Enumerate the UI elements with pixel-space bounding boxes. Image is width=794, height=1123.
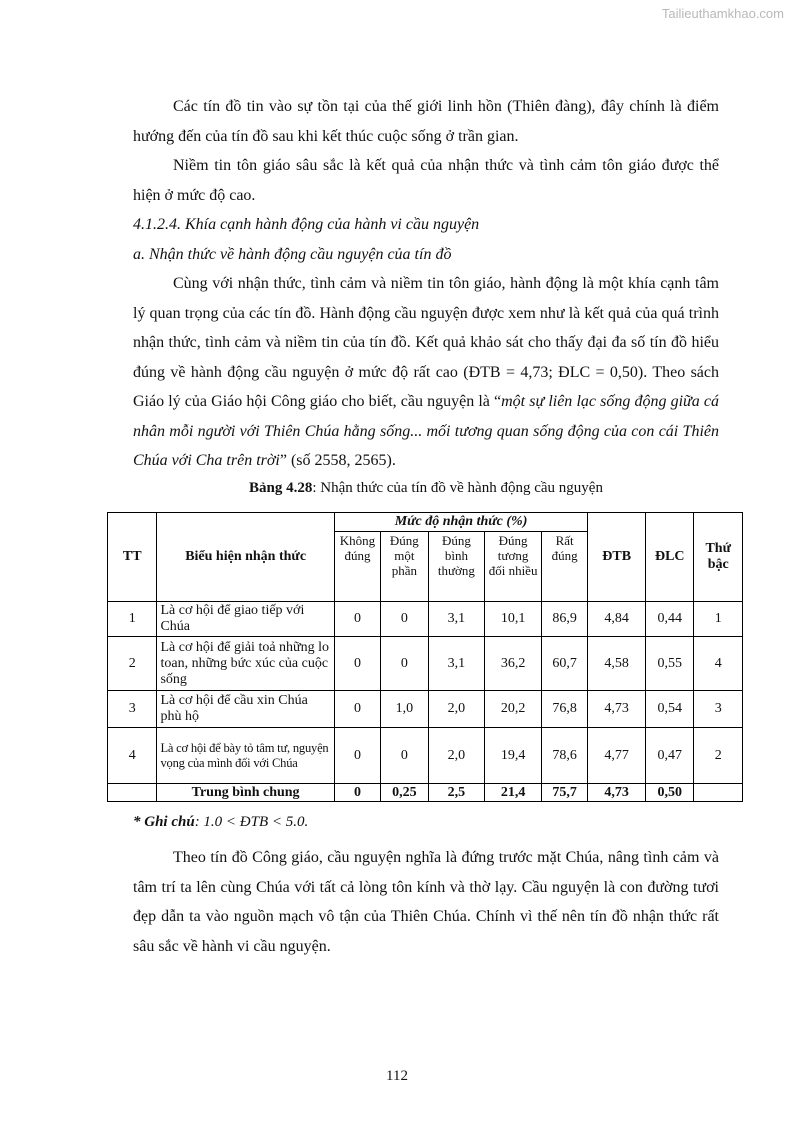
cell-v4: 20,2	[485, 691, 542, 728]
paragraph-main-text: Cùng với nhận thức, tình cảm và niềm tin tôn giáo, hành động là một khía cạnh tâm lý quan trọng của các tín đồ. Hành động cầu nguyện được xem như là kết quả của quá trình nhận thức, tình cảm và niềm tin của tín đồ. Kết quả khảo sát cho thấy đại đa số tín đồ hiểu đúng về hành động cầu nguyện ở mức độ rất cao (ĐTB = 4,73; ĐLC = 0,50). Theo sách Giáo lý của Giáo hội Công giáo cho biết, cầu nguyện là “	[133, 275, 719, 410]
table-caption-label: Bảng 4.28	[249, 479, 313, 496]
cell-v1: 0	[334, 691, 380, 728]
table-row	[108, 602, 743, 637]
header-dtb: ĐTB	[588, 513, 646, 602]
cell-rank: 3	[694, 691, 743, 728]
perception-table	[107, 512, 743, 802]
cell-total-dlc: 0,50	[646, 784, 694, 802]
page-number: 112	[386, 1068, 408, 1084]
cell-total-v4: 21,4	[485, 784, 542, 802]
table-note	[133, 814, 308, 831]
cell-dlc: 0,47	[646, 728, 694, 784]
table-row	[108, 691, 743, 728]
paragraph-2: Niềm tin tôn giáo sâu sắc là kết quả của nhận thức và tình cảm tôn giáo được thể hiện ở mức độ cao.	[133, 157, 719, 204]
cell-v4: 10,1	[485, 602, 542, 637]
paragraph-bottom: Theo tín đồ Công giáo, cầu nguyện nghĩa là đứng trước mặt Chúa, nâng tình cảm và tâm trí ta lên cùng Chúa với tất cả lòng tôn kính và thờ lạy. Cầu nguyện là con đường tươi đẹp dẫn ta vào nguồn mạch vô tận của Thiên Chúa. Chính vì thế nên tín đồ nhận thức rất sâu sắc về hành vi cầu nguyện.	[133, 849, 719, 955]
cell-v5: 76,8	[541, 691, 587, 728]
table-row	[108, 637, 743, 691]
cell-rank: 1	[694, 602, 743, 637]
cell-rank: 4	[694, 637, 743, 691]
cell-v2: 1,0	[381, 691, 428, 728]
cell-v2: 0	[381, 637, 428, 691]
cell-total-v5: 75,7	[541, 784, 587, 802]
cell-desc: Là cơ hội để giao tiếp với Chúa	[157, 602, 334, 637]
table-caption	[133, 478, 719, 498]
section-heading: 4.1.2.4. Khía cạnh hành động của hành vi cầu nguyện	[133, 216, 480, 233]
table-note-text: : 1.0 < ĐTB < 5.0.	[194, 814, 309, 830]
cell-v3: 3,1	[428, 637, 485, 691]
cell-total-v1: 0	[334, 784, 380, 802]
watermark: Tailieuthamkhao.com	[661, 6, 784, 21]
cell-total-v3: 2,5	[428, 784, 485, 802]
cell-total-rank	[694, 784, 743, 802]
cell-v4: 19,4	[485, 728, 542, 784]
cell-tt: 4	[108, 728, 157, 784]
cell-v1: 0	[334, 728, 380, 784]
header-level-5: Rất đúng	[541, 532, 587, 602]
header-bieu-hien: Biểu hiện nhận thức	[157, 513, 334, 602]
cell-tt: 1	[108, 602, 157, 637]
cell-v5: 78,6	[541, 728, 587, 784]
header-tt: TT	[108, 513, 157, 602]
cell-rank: 2	[694, 728, 743, 784]
header-level-1: Không đúng	[334, 532, 380, 602]
cell-dlc: 0,44	[646, 602, 694, 637]
cell-v4: 36,2	[485, 637, 542, 691]
cell-total-v2: 0,25	[381, 784, 428, 802]
cell-v5: 60,7	[541, 637, 587, 691]
cell-desc: Là cơ hội để cầu xin Chúa phù hộ	[157, 691, 334, 728]
cell-total-blank	[108, 784, 157, 802]
table-header-row-1	[108, 513, 743, 532]
header-level-3: Đúng bình thường	[428, 532, 485, 602]
cell-total-dtb: 4,73	[588, 784, 646, 802]
cell-dtb: 4,77	[588, 728, 646, 784]
cell-v3: 2,0	[428, 728, 485, 784]
header-level-4: Đúng tương đối nhiều	[485, 532, 542, 602]
paragraph-main	[133, 269, 719, 476]
cell-v2: 0	[381, 602, 428, 637]
header-thu-bac: Thứ bậc	[694, 513, 743, 602]
catechism-quote: một sự liên lạc sống động giữa cá nhân mỗi người với Thiên Chúa hằng sống... mối tương quan sống động của con cái Thiên Chúa với Cha trên trời	[133, 393, 719, 469]
cell-v1: 0	[334, 602, 380, 637]
cell-dlc: 0,55	[646, 637, 694, 691]
cell-dtb: 4,73	[588, 691, 646, 728]
header-muc-do: Mức độ nhận thức (%)	[334, 513, 588, 532]
cell-tt: 3	[108, 691, 157, 728]
body-text-bottom	[133, 843, 719, 961]
cell-desc: Là cơ hội để bày tỏ tâm tư, nguyện vọng của mình đối với Chúa	[157, 728, 334, 784]
cell-v3: 2,0	[428, 691, 485, 728]
cell-dlc: 0,54	[646, 691, 694, 728]
cell-tt: 2	[108, 637, 157, 691]
table-row	[108, 728, 743, 784]
header-dlc: ĐLC	[646, 513, 694, 602]
cell-v3: 3,1	[428, 602, 485, 637]
header-level-2: Đúng một phần	[381, 532, 428, 602]
table-caption-text: : Nhận thức của tín đồ về hành động cầu nguyện	[312, 479, 603, 496]
cell-v1: 0	[334, 637, 380, 691]
cell-dtb: 4,84	[588, 602, 646, 637]
cell-v2: 0	[381, 728, 428, 784]
table-note-label: * Ghi chú	[133, 814, 195, 830]
paragraph-1: Các tín đồ tin vào sự tồn tại của thế giới linh hồn (Thiên đàng), đây chính là điểm hướng đến của tín đồ sau khi kết thúc cuộc sống ở trần gian.	[133, 98, 719, 145]
paragraph-main-tail: ” (số 2558, 2565).	[279, 452, 396, 469]
cell-dtb: 4,58	[588, 637, 646, 691]
cell-desc: Là cơ hội để giải toả những lo toan, những bức xúc của cuộc sống	[157, 637, 334, 691]
cell-total-label: Trung bình chung	[157, 784, 334, 802]
subsection-heading: a. Nhận thức về hành động cầu nguyện của tín đồ	[133, 245, 452, 263]
body-text-top	[133, 92, 719, 500]
table-total-row	[108, 784, 743, 802]
cell-v5: 86,9	[541, 602, 587, 637]
